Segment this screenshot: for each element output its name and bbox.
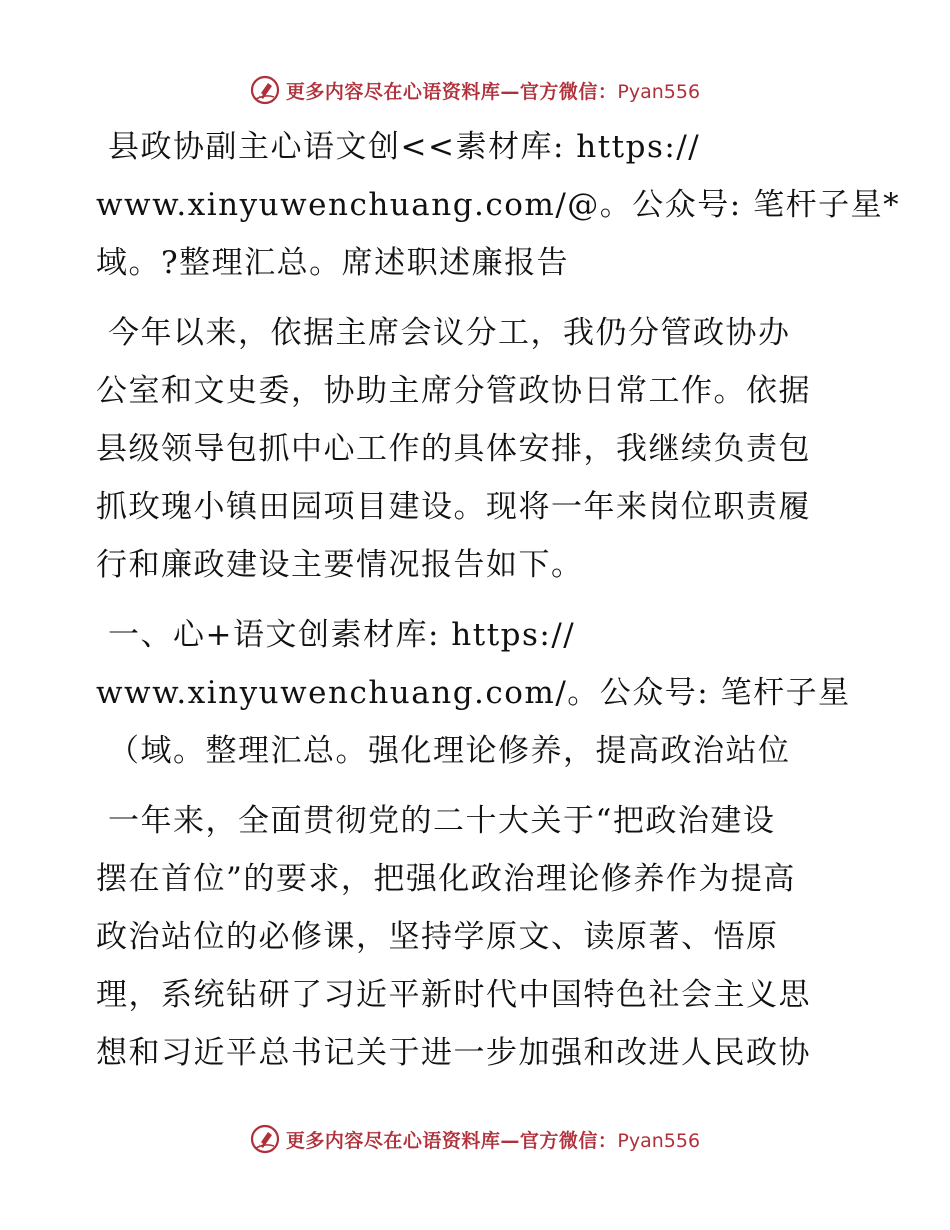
- heading-line: （域。整理汇总。强化理论修养，提高政治站位: [108, 733, 791, 769]
- section-paragraph: [96, 792, 856, 1082]
- intro-paragraph: [96, 304, 856, 594]
- document-title: [96, 118, 901, 292]
- paragraph-line: 摆在首位”的要求，把强化政治理论修养作为提高: [96, 861, 796, 897]
- heading-line: 一、心+语文创素材库: https://: [108, 617, 576, 653]
- paragraph-line: 公室和文史委，协助主席分管政协日常工作。依据: [96, 373, 811, 409]
- paragraph-line: 想和习近平总书记关于进一步加强和改进人民政协: [96, 1035, 811, 1071]
- pen-nib-logo-icon: [250, 75, 280, 105]
- title-line: 域。?整理汇总。席述职述廉报告: [96, 245, 570, 281]
- document-body: [96, 118, 901, 1082]
- heading-line: www.xinyuwenchuang.com/。公众号: 笔杆子星: [96, 675, 851, 711]
- wechat-id: Pyan556: [617, 80, 701, 103]
- paragraph-line: 理，系统钻研了习近平新时代中国特色社会主义思: [96, 977, 811, 1013]
- title-line: www.xinyuwenchuang.com/@。公众号: 笔杆子星*: [96, 187, 901, 223]
- paragraph-line: 今年以来，依据主席会议分工，我仍分管政协办: [108, 315, 791, 351]
- paragraph-line: 抓玫瑰小镇田园项目建设。现将一年来岗位职责履: [96, 489, 811, 525]
- wechat-id: Pyan556: [617, 1129, 701, 1152]
- paragraph-line: 行和廉政建设主要情况报告如下。: [96, 547, 584, 583]
- title-line: 县政协副主心语文创<<素材库: https://: [108, 129, 701, 165]
- pen-nib-logo-icon: [250, 1124, 280, 1154]
- paragraph-line: 一年来，全面贯彻党的二十大关于“把政治建设: [108, 803, 776, 839]
- banner-text: 更多内容尽在心语资料库—官方微信：Pyan556: [285, 1129, 701, 1152]
- header-banner: [0, 70, 950, 110]
- footer-banner: [0, 1119, 950, 1159]
- section-heading: [96, 606, 856, 780]
- paragraph-line: 政治站位的必修课，坚持学原文、读原著、悟原: [96, 919, 779, 955]
- banner-text: 更多内容尽在心语资料库—官方微信：Pyan556: [285, 80, 701, 103]
- paragraph-line: 县级领导包抓中心工作的具体安排，我继续负责包: [96, 431, 811, 467]
